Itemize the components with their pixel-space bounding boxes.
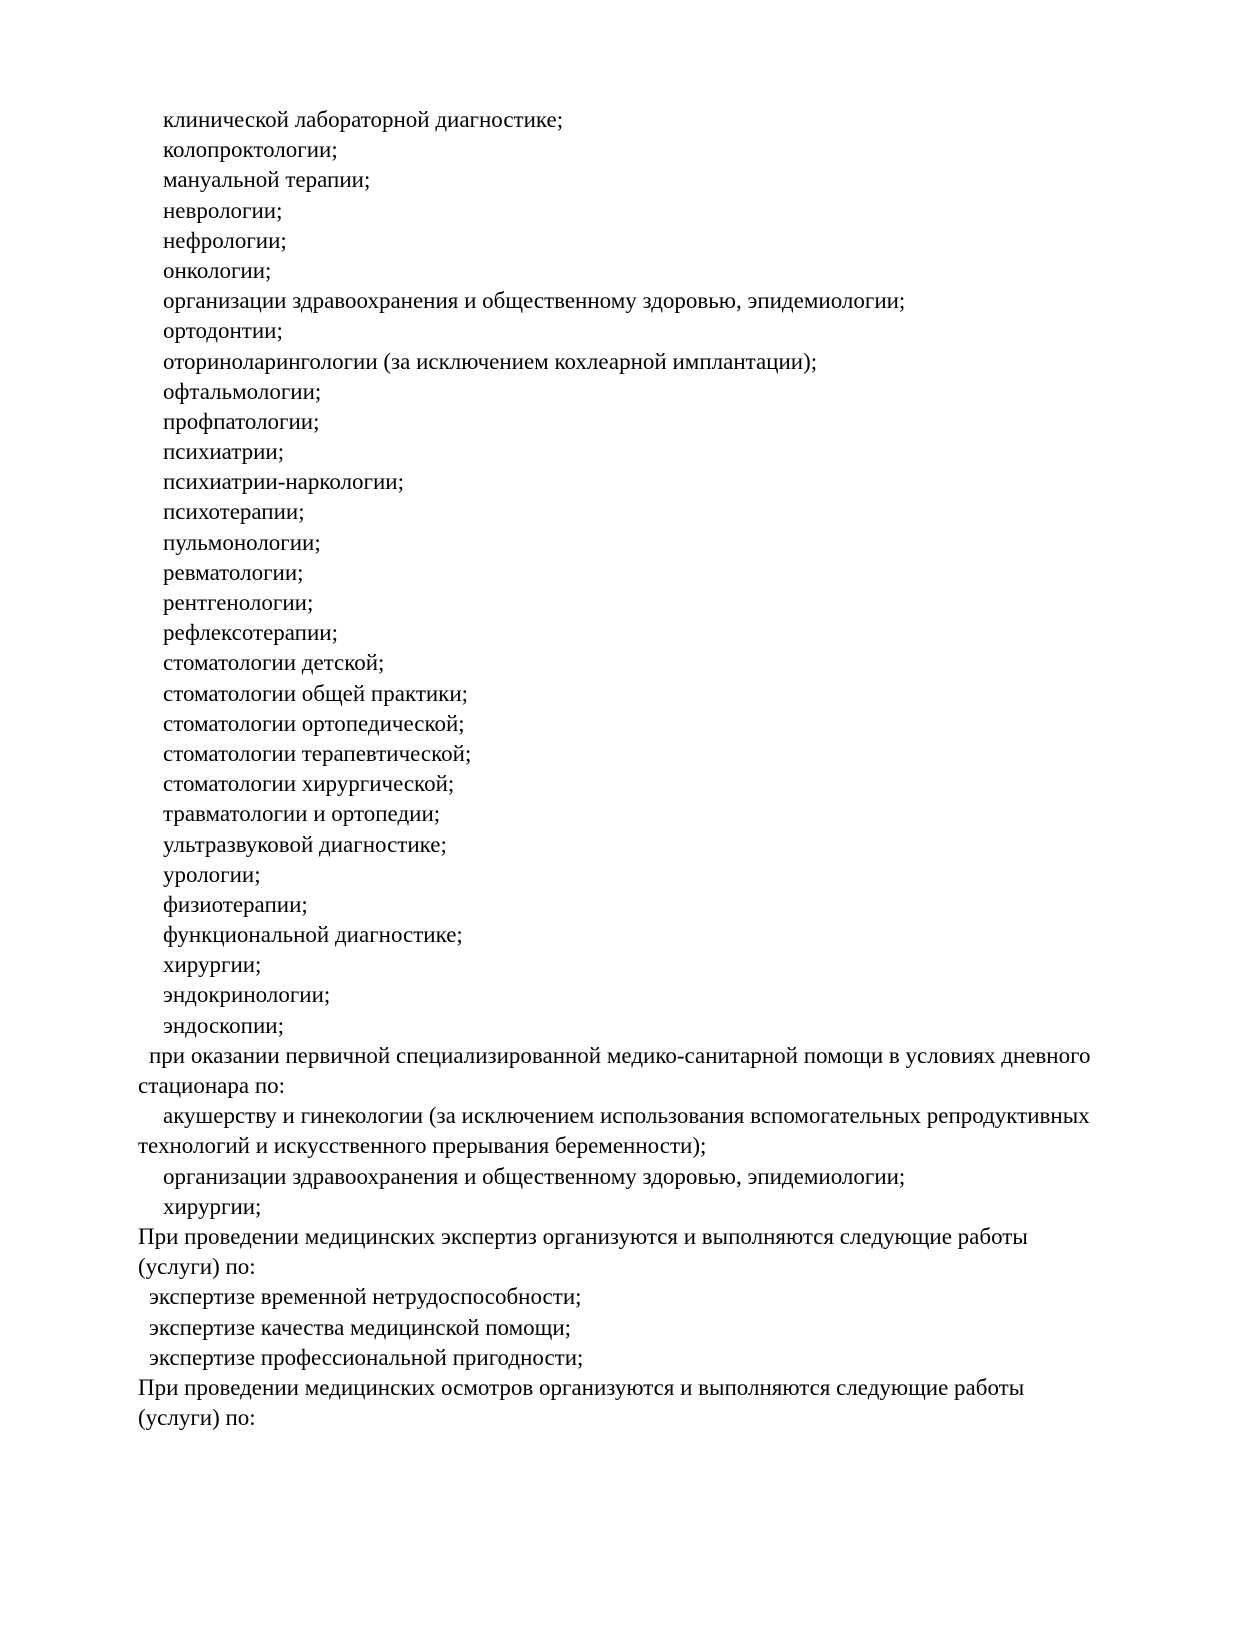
text-line: стоматологии детской; (163, 650, 385, 676)
text-line: функциональной диагностике; (163, 922, 463, 948)
text-line: ортодонтии; (163, 318, 283, 344)
text-line: хирургии; (163, 1193, 262, 1219)
text-line: профпатологии; (163, 408, 320, 434)
text-line: психиатрии; (163, 439, 285, 465)
text-line: физиотерапии; (163, 891, 308, 917)
text-line: (услуги) по: (138, 1254, 256, 1280)
text-line: организации здравоохранения и общественному здоровью, эпидемиологии; (163, 1163, 906, 1189)
text-line: стоматологии терапевтической; (163, 740, 472, 766)
text-line: технологий и искусственного прерывания беременности); (138, 1133, 707, 1159)
text-line: психотерапии; (163, 499, 305, 525)
text-line: при оказании первичной специализированной медико-санитарной помощи в условиях дневного (149, 1042, 1091, 1068)
text-line: рефлексотерапии; (163, 620, 338, 646)
text-line: рентгенологии; (163, 590, 314, 615)
text-line: травматологии и ортопедии; (163, 801, 441, 827)
text-line: стоматологии общей практики; (163, 680, 469, 706)
text-line: ультразвуковой диагностике; (163, 831, 447, 857)
text-line: мануальной терапии; (163, 167, 371, 193)
text-line: колопроктологии; (163, 137, 338, 163)
text-line: экспертизе качества медицинской помощи; (149, 1314, 572, 1340)
text-line: хирургии; (163, 952, 262, 978)
text-line: неврологии; (163, 197, 283, 223)
text-line: акушерству и гинекологии (за исключением использования вспомогательных репродуктивных (163, 1103, 1090, 1129)
text-line: стационара по: (138, 1073, 286, 1098)
text-line: стоматологии хирургической; (163, 771, 455, 797)
text-line: При проведении медицинских экспертиз организуются и выполняются следующие работы (138, 1223, 1028, 1249)
text-line: ревматологии; (163, 559, 304, 585)
text-line: нефрологии; (163, 227, 287, 253)
text-line: офтальмологии; (163, 378, 322, 404)
text-line: клинической лабораторной диагностике; (163, 107, 564, 132)
text-line: стоматологии ортопедической; (163, 710, 465, 736)
text-line: организации здравоохранения и общественному здоровью, эпидемиологии; (163, 288, 906, 314)
text-line: эндоскопии; (163, 1012, 284, 1038)
text-line: пульмонологии; (163, 529, 321, 555)
text-line: психиатрии-наркологии; (163, 469, 404, 495)
text-line: При проведении медицинских осмотров организуются и выполняются следующие работы (138, 1374, 1025, 1400)
text-line: эндокринологии; (163, 982, 331, 1008)
text-line: экспертизе временной нетрудоспособности; (149, 1284, 582, 1310)
text-line: урологии; (163, 861, 261, 887)
text-line: (услуги) по: (138, 1405, 256, 1431)
text-line: онкологии; (163, 257, 272, 283)
text-line: оториноларингологии (за исключением кохлеарной имплантации); (163, 348, 818, 374)
document-text-block (138, 105, 1200, 1433)
text-line: экспертизе профессиональной пригодности; (149, 1344, 584, 1370)
